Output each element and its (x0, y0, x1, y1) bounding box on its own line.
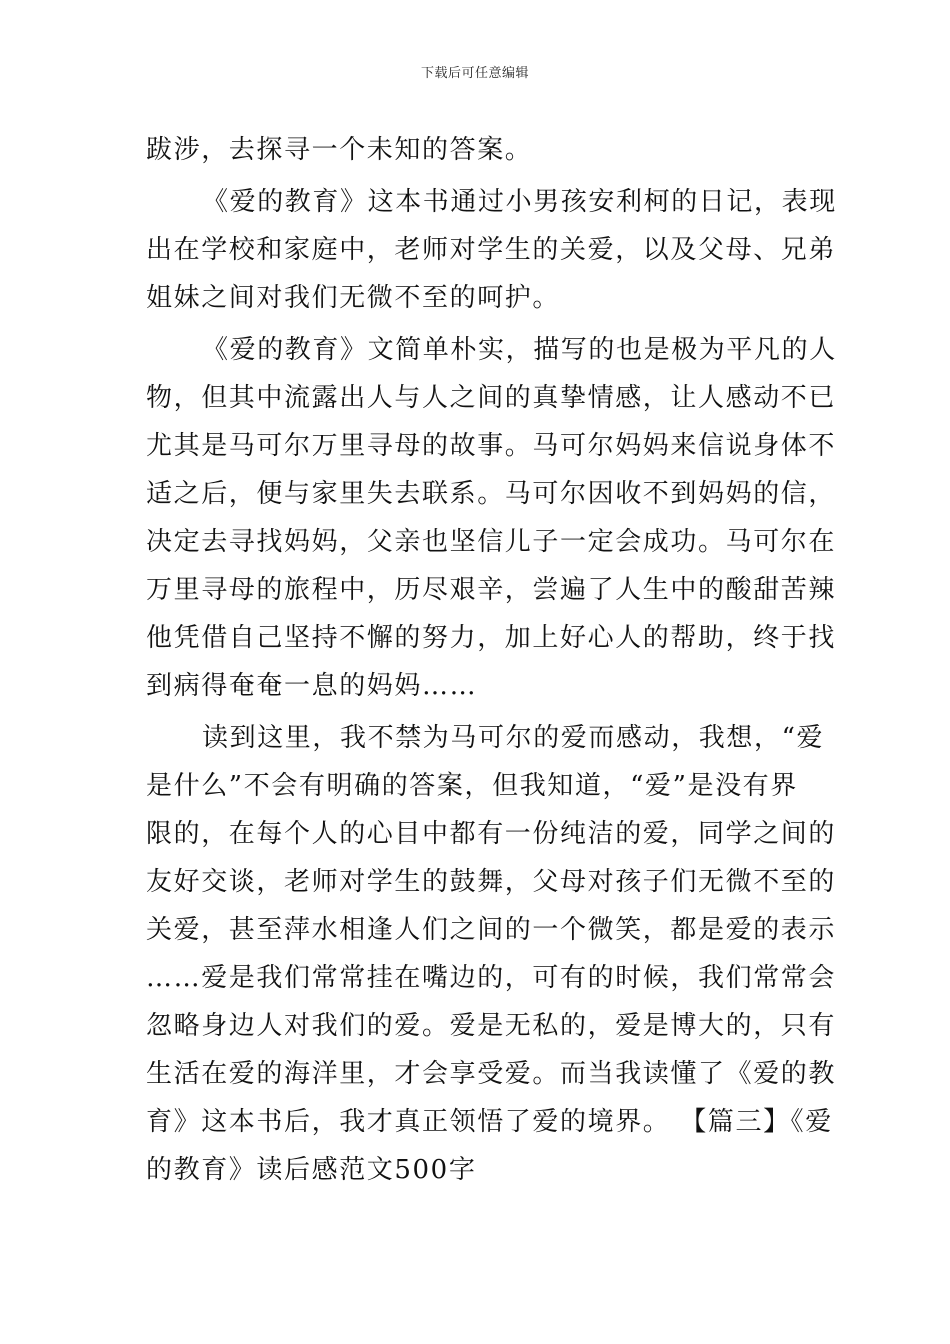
text-line: 尤其是马可尔万里寻母的故事。马可尔妈妈来信说身体不 (146, 431, 837, 461)
text-line: 生活在爱的海洋里，才会享受爱。而当我读懂了《爱的教 (146, 1059, 837, 1089)
text-line: 决定去寻找妈妈，父亲也坚信儿子一定会成功。马可尔在 (146, 527, 837, 557)
text-line: 姐妹之间对我们无微不至的呵护。 (146, 283, 561, 313)
text-line: 万里寻母的旅程中，历尽艰辛，尝遍了人生中的酸甜苦辣 (146, 575, 837, 605)
text-line: 到病得奄奄一息的妈妈…… (146, 671, 478, 701)
text-line: 忽略身边人对我们的爱。爱是无私的，爱是博大的，只有 (146, 1011, 837, 1041)
text-line: 读到这里，我不禁为马可尔的爱而感动，我想，“爱 (202, 723, 825, 753)
paragraph-3 (146, 326, 837, 710)
text-line: 是什么”不会有明确的答案，但我知道，“爱”是没有界 (146, 771, 798, 801)
paragraph-2 (146, 178, 837, 322)
document-body (146, 126, 837, 1194)
text-line: ……爱是我们常常挂在嘴边的，可有的时候，我们常常会 (146, 963, 837, 993)
text-line: 《爱的教育》这本书通过小男孩安利柯的日记，表现 (202, 187, 837, 217)
text-line: 出在学校和家庭中，老师对学生的关爱，以及父母、兄弟 (146, 235, 837, 265)
text-line: 《爱的教育》文简单朴实，描写的也是极为平凡的人 (202, 335, 837, 365)
page-header: 下载后可任意编辑 (420, 66, 529, 81)
text-line: 育》这本书后，我才真正领悟了爱的境界。 【篇三】《爱 (146, 1107, 833, 1137)
paragraph-4 (146, 714, 837, 1194)
text-line: 友好交谈，老师对学生的鼓舞，父母对孩子们无微不至的 (146, 867, 837, 897)
text-line: 关爱，甚至萍水相逢人们之间的一个微笑，都是爱的表示 (146, 915, 837, 945)
text-line: 限的，在每个人的心目中都有一份纯洁的爱，同学之间的 (146, 819, 837, 849)
text-line: 物，但其中流露出人与人之间的真挚情感，让人感动不已 (146, 383, 837, 413)
text-line: 的教育》读后感范文500字 (146, 1155, 477, 1185)
paragraph-1 (146, 126, 808, 174)
text-line: 适之后，便与家里失去联系。马可尔因收不到妈妈的信， (146, 479, 837, 509)
text-line: 他凭借自己坚持不懈的努力，加上好心人的帮助，终于找 (146, 623, 837, 653)
text-line: 跋涉，去探寻一个未知的答案。 (146, 135, 533, 165)
